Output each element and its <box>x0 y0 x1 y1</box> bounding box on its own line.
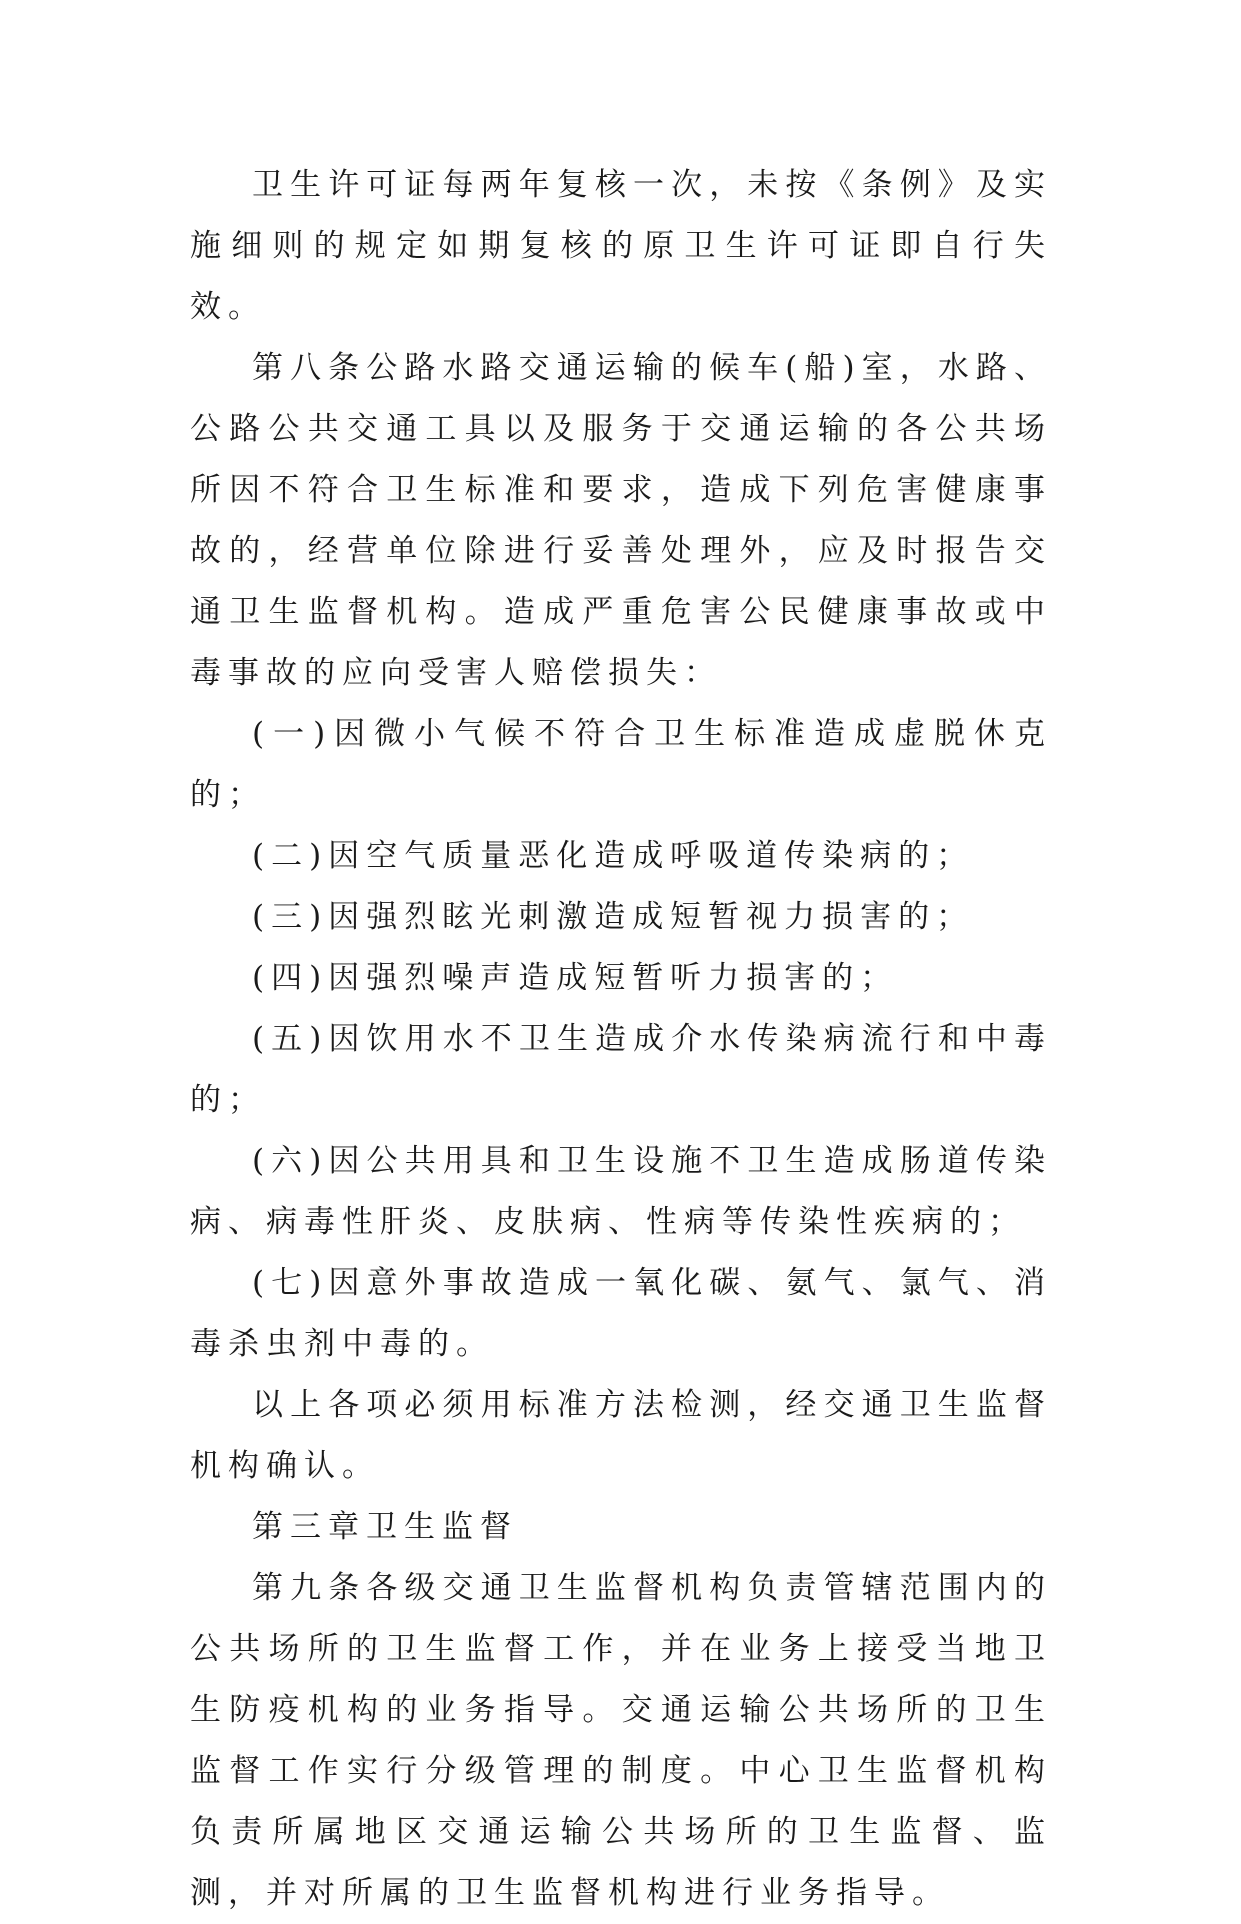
paragraph-article-8: 第八条公路水路交通运输的候车(船)室，水路、公路公共交通工具以及服务于交通运输的各公共场所因不符合卫生标准和要求，造成下列危害健康事故的，经营单位除进行妥善处理外，应及时报告交通卫生监督机构。造成严重危害公民健康事故或中毒事故的应向受害人赔偿损失： <box>190 350 1052 691</box>
list-item: (四)因强烈噪声造成短暂听力损害的； <box>252 960 899 996</box>
paragraph-testing-note: 以上各项必须用标准方法检测，经交通卫生监督机构确认。 <box>190 1387 1052 1484</box>
list-item: (六)因公共用具和卫生设施不卫生造成肠道传染病、病毒性肝炎、皮肤病、性病等传染性疾病的； <box>190 1143 1052 1240</box>
list-item: (五)因饮用水不卫生造成介水传染病流行和中毒的； <box>190 1021 1052 1118</box>
list-item: (二)因空气质量恶化造成呼吸道传染病的； <box>252 838 975 874</box>
list-item: (七)因意外事故造成一氧化碳、氨气、氯气、消毒杀虫剂中毒的。 <box>190 1265 1052 1362</box>
list-item: (一)因微小气候不符合卫生标准造成虚脱休克的； <box>190 716 1052 813</box>
chapter-heading: 第三章卫生监督 <box>252 1509 518 1545</box>
paragraph-article-9: 第九条各级交通卫生监督机构负责管辖范围内的公共场所的卫生监督工作，并在业务上接受当地卫生防疫机构的业务指导。交通运输公共场所的卫生监督工作实行分级管理的制度。中心卫生监督机构负责所属地区交通运输公共场所的卫生监督、监测，并对所属的卫生监督机构进行业务指导。 <box>190 1570 1052 1911</box>
list-item: (三)因强烈眩光刺激造成短暂视力损害的； <box>252 899 975 935</box>
document-page <box>190 155 1052 1924</box>
paragraph-license-review: 卫生许可证每两年复核一次，未按《条例》及实施细则的规定如期复核的原卫生许可证即自行失效。 <box>190 167 1052 325</box>
